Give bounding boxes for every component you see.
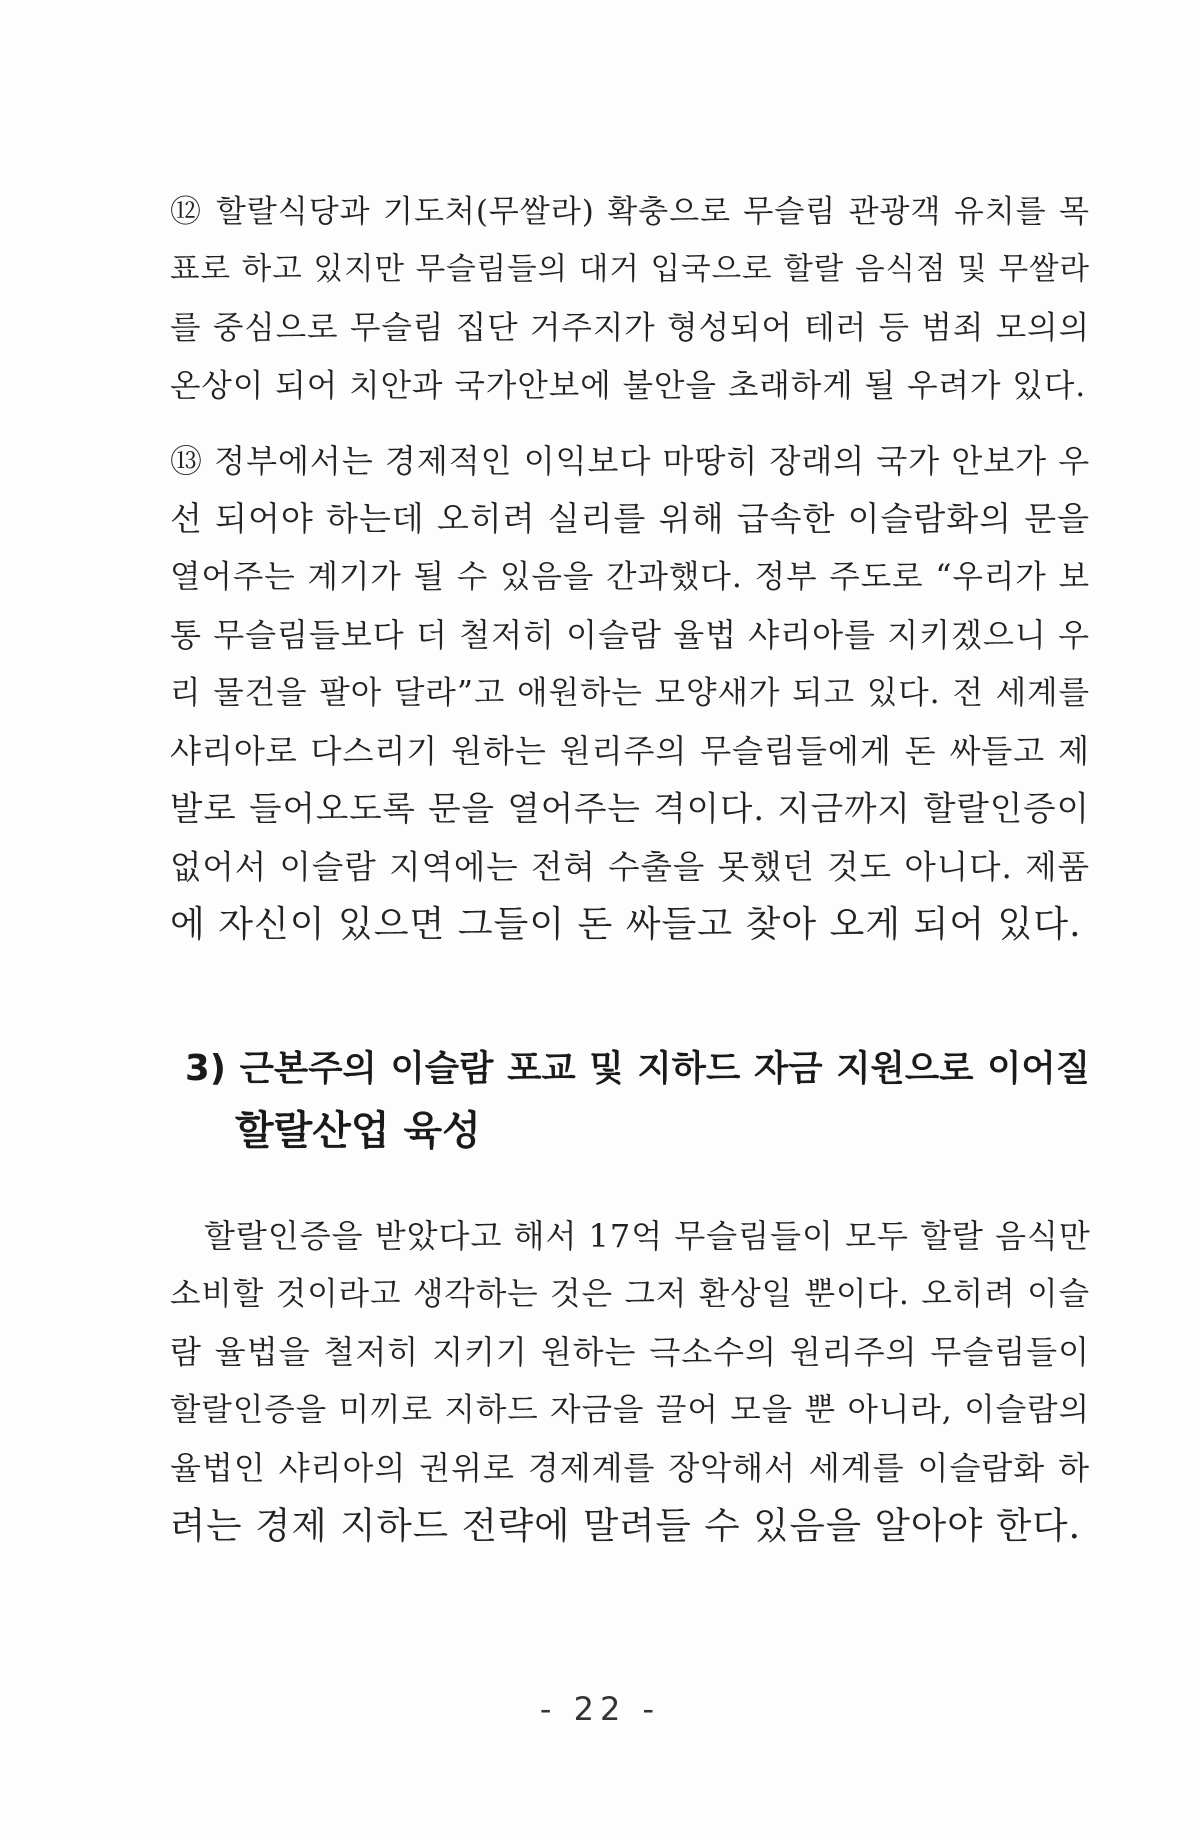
paragraph-line: 할랄인증을 미끼로 지하드 자금을 끌어 모을 뿐 아니라, 이슬람의 [170,1392,1090,1428]
paragraph-line: 할랄인증을 받았다고 해서 17억 무슬림들이 모두 할랄 음식만 [204,1217,1091,1255]
paragraph-line: 온상이 되어 치안과 국가안보에 불안을 초래하게 될 우려가 있다. [170,368,1087,404]
paragraph-line: 없어서 이슬람 지역에는 전혀 수출을 못했던 것도 아니다. 제품 [170,848,1090,886]
paragraph-line: ⑬ 정부에서는 경제적인 이익보다 마땅히 장래의 국가 안보가 우 [170,442,1091,480]
paragraph-line: 율법인 샤리아의 권위로 경제계를 장악해서 세계를 이슬람화 하 [170,1449,1090,1487]
paragraph-line: 리 물건을 팔아 달라”고 애원하는 모양새가 되고 있다. 전 세계를 [170,675,1090,711]
heading-line: 할랄산업 육성 [235,1108,481,1154]
paragraph-line: 샤리아로 다스리기 원하는 원리주의 무슬림들에게 돈 싸들고 제 [170,732,1090,770]
paragraph-line: ⑫ 할랄식당과 기도처(무쌀라) 확충으로 무슬림 관광객 유치를 목 [170,194,1090,230]
paragraph-line: 람 율법을 철저히 지키기 원하는 극소수의 원리주의 무슬림들이 [170,1333,1090,1371]
paragraph-line: 발로 들어오도록 문을 열어주는 격이다. 지금까지 할랄인증이 [170,789,1090,828]
paragraph-line: 열어주는 계기가 될 수 있음을 간과했다. 정부 주도로 “우리가 보 [170,559,1090,595]
paragraph-line: 려는 경제 지하드 전략에 말려들 수 있음을 알아야 한다. [170,1504,1082,1547]
heading-line: 3) 근본주의 이슬람 포교 및 지하드 자금 지원으로 이어질 [185,1048,1090,1089]
paragraph-line: 소비할 것이라고 생각하는 것은 그저 환상일 뿐이다. 오히려 이슬 [170,1276,1090,1312]
page-number: - 22 - [539,1690,661,1728]
paragraph-line: 선 되어야 하는데 오히려 실리를 위해 급속한 이슬람화의 문을 [170,499,1090,538]
paragraph-line: 에 자신이 있으면 그들이 돈 싸들고 찾아 오게 되어 있다. [170,904,1082,945]
paragraph-line: 통 무슬림들보다 더 철저히 이슬람 율법 샤리아를 지키겠으니 우 [170,616,1090,654]
paragraph-line: 표로 하고 있지만 무슬림들의 대거 입국으로 할랄 음식점 및 무쌀라 [170,252,1090,287]
paragraph-line: 를 중심으로 무슬림 집단 거주지가 형성되어 테러 등 범죄 모의의 [170,310,1090,346]
